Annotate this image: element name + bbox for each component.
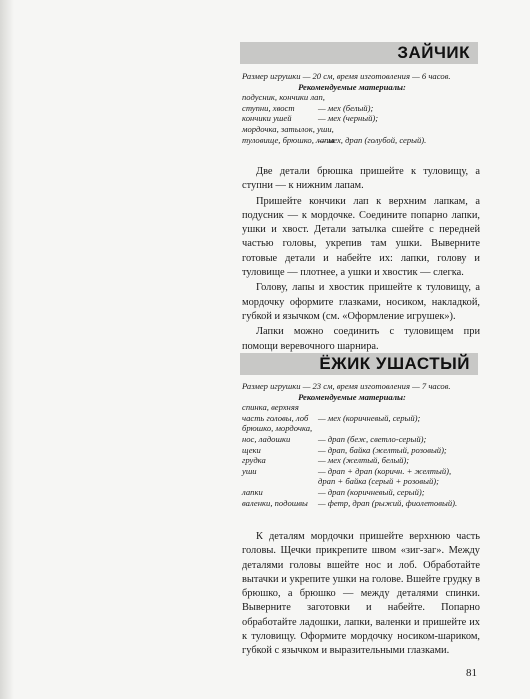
- paragraph: Лапки можно соединить с туловищем при помощи веревочного шарнира.: [242, 326, 480, 352]
- material-part: нос, ладошки: [242, 433, 291, 444]
- materials-title: Рекомендуемые материалы:: [298, 81, 406, 92]
- material-row: [242, 135, 482, 146]
- paragraph: К деталям мордочки пришейте верхнюю часть головы. Щечки прикрепите швом «зиг-заг». Между деталями головы вшейте нос и лоб. Обработайте вытачки и укрепите ушки на голове. Вшейте грудку в брюшко, а брюшко — между деталями спинки. Выверните заготовки и набейте. Попарно обработайте ладошки, лапки, валенки и пришейте их к туловищу. Оформите мордочку носиком-шариком, губкой с язычком и выразительными глазками.: [242, 531, 480, 657]
- material-row: [242, 103, 482, 114]
- body-text-zaichik: [242, 165, 480, 355]
- paragraph: Голову, лапы и хвостик пришейте к туловищу, а мордочку оформите глазками, носиком, накладкой, губкой и язычком (см. «Оформление игрушек»).: [242, 282, 480, 322]
- material-value: — драп + драп (коричн. + желтый),: [318, 465, 452, 476]
- material-row: [242, 466, 482, 477]
- material-row: [242, 402, 482, 413]
- material-value: — мех (коричневый, серый);: [318, 412, 421, 423]
- material-value: [318, 423, 482, 434]
- materials-block-ezhik: [242, 381, 482, 508]
- material-value: — фетр, драп (рыжий, фиолетовый).: [318, 497, 458, 508]
- size-line: Размер игрушки — 23 см, время изготовления — 7 часов.: [242, 381, 451, 391]
- material-value: — мех (черный);: [318, 113, 379, 124]
- body-text-ezhik: [242, 530, 480, 660]
- material-part: туловище, брюшко, лапы: [242, 134, 335, 145]
- section-title-zaichik: ЗАЙЧИК: [240, 42, 478, 64]
- material-row: [242, 423, 482, 434]
- material-value: [318, 92, 482, 103]
- material-row: [242, 455, 482, 466]
- page-edge: [0, 0, 14, 699]
- material-value: — драп, байка (желтый, розовый);: [318, 444, 447, 455]
- material-part: спинка, верхняя: [242, 402, 299, 413]
- material-part: часть головы, лоб: [242, 412, 309, 423]
- material-row: [242, 487, 482, 498]
- material-part: брюшко, мордочка,: [242, 423, 313, 434]
- paragraph: Пришейте кончики лап к верхним лапкам, а подусник — к мордочке. Соедините попарно лапки, ушки и хвост. Детали затылка сшейте с передней частью головы, укрепив там ушки. Выверните готовые детали и набейте их: лапки, голову и туловище — плотнее, а ушки и хвостик — слегка.: [242, 195, 480, 279]
- paragraph: Две детали брюшка пришейте к туловищу, а ступни — к нижним лапам.: [242, 166, 480, 192]
- material-part: ступни, хвост: [242, 102, 295, 113]
- materials-list: [242, 402, 482, 508]
- material-row: [242, 498, 482, 509]
- material-row: [242, 476, 482, 487]
- material-value: — мех, драп (голубой, серый).: [318, 134, 427, 145]
- material-value: [318, 402, 482, 413]
- material-row: [242, 124, 482, 135]
- material-part: мордочка, затылок, уши,: [242, 123, 334, 134]
- material-row: [242, 92, 482, 103]
- material-part: грудка: [242, 455, 266, 466]
- material-row: [242, 413, 482, 424]
- material-value: — драп (коричневый, серый);: [318, 486, 425, 497]
- material-part: кончики ушей: [242, 113, 292, 124]
- material-value: — драп (беж, светло-серый);: [318, 433, 427, 444]
- materials-block-zaichik: [242, 71, 482, 145]
- page-number: 81: [466, 667, 477, 679]
- material-part: уши: [242, 465, 257, 476]
- material-value: — мех (желтый, белый);: [318, 455, 410, 466]
- material-part: лапки: [242, 486, 263, 497]
- material-value: [318, 124, 482, 135]
- material-part: подусник, кончики лап,: [242, 92, 325, 103]
- material-row: [242, 113, 482, 124]
- material-part: щеки: [242, 444, 261, 455]
- section-title-ezhik: ЁЖИК УШАСТЫЙ: [240, 353, 478, 375]
- material-value: — мех (белый);: [318, 102, 374, 113]
- material-part: [242, 476, 318, 487]
- material-row: [242, 445, 482, 456]
- material-row: [242, 434, 482, 445]
- material-part: валенки, подошвы: [242, 497, 308, 508]
- materials-title: Рекомендуемые материалы:: [298, 391, 406, 402]
- size-line: Размер игрушки — 20 см, время изготовления — 6 часов.: [242, 71, 451, 81]
- material-value: драп + байка (серый + розовый);: [318, 476, 439, 487]
- materials-list: [242, 92, 482, 145]
